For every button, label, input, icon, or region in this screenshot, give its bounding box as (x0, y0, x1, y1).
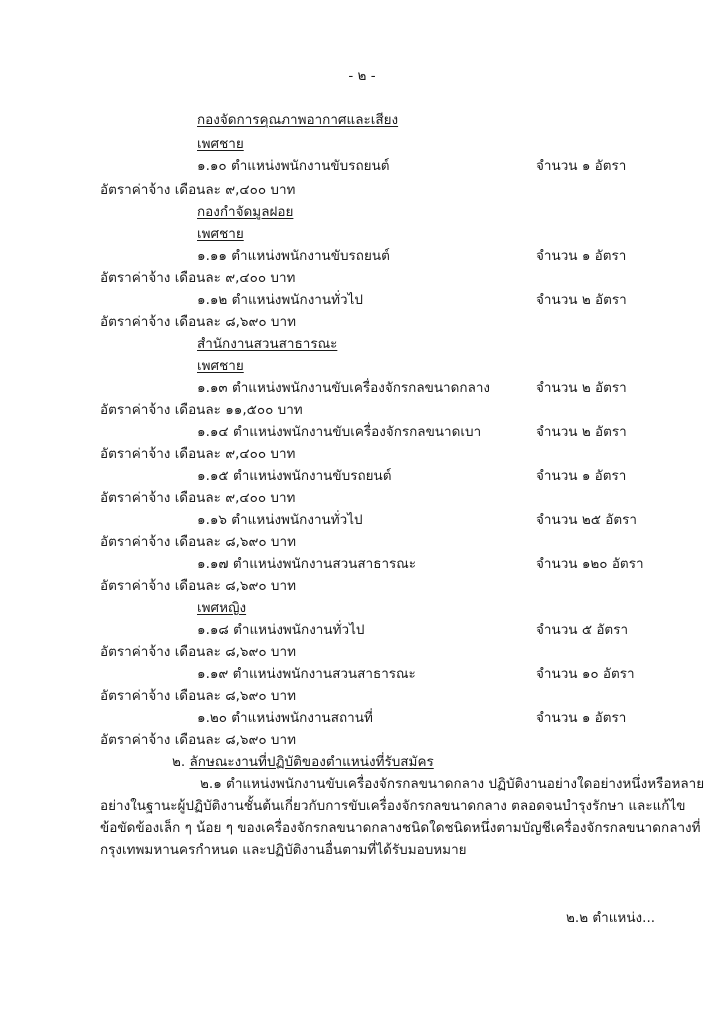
gender-heading: เพศชาย (197, 358, 244, 374)
position-title: ๑.๑๑ ตำแหน่งพนักงานขับรถยนต์ (197, 248, 390, 264)
position-title: ๑.๑๒ ตำแหน่งพนักงานทั่วไป (197, 292, 363, 308)
position-wage: อัตราค่าจ้าง เดือนละ ๘,๖๙๐ บาท (100, 732, 296, 748)
paragraph-line: อย่างในฐานะผู้ปฏิบัติงานชั้นต้นเกี่ยวกับการขับเครื่องจักรกลขนาดกลาง ตลอดจนบำรุงรักษา และแก้ไข (100, 798, 686, 814)
position-wage: อัตราค่าจ้าง เดือนละ ๘,๖๙๐ บาท (100, 644, 296, 660)
position-title: ๑.๑๐ ตำแหน่งพนักงานขับรถยนต์ (197, 158, 390, 174)
position-title: ๑.๑๓ ตำแหน่งพนักงานขับเครื่องจักรกลขนาดกลาง (197, 380, 491, 396)
position-wage: อัตราค่าจ้าง เดือนละ ๙,๔๐๐ บาท (100, 182, 296, 198)
position-title: ๑.๑๕ ตำแหน่งพนักงานขับรถยนต์ (197, 468, 392, 484)
position-title: ๑.๑๖ ตำแหน่งพนักงานทั่วไป (197, 512, 363, 528)
paragraph-line: กรุงเทพมหานครกำหนด และปฏิบัติงานอื่นตามที่ได้รับมอบหมาย (100, 842, 467, 858)
position-wage: อัตราค่าจ้าง เดือนละ ๘,๖๙๐ บาท (100, 688, 296, 704)
position-count: จำนวน ๑ อัตรา (536, 710, 627, 726)
position-wage: อัตราค่าจ้าง เดือนละ ๘,๖๙๐ บาท (100, 578, 296, 594)
paragraph-line: ๒.๑ ตำแหน่งพนักงานขับเครื่องจักรกลขนาดกลาง ปฏิบัติงานอย่างใดอย่างหนึ่งหรือหลาย (200, 776, 705, 792)
position-title: ๑.๑๗ ตำแหน่งพนักงานสวนสาธารณะ (197, 556, 417, 572)
position-count: จำนวน ๕ อัตรา (536, 622, 629, 638)
continuation-note: ๒.๒ ตำแหน่ง... (566, 910, 656, 926)
position-count: จำนวน ๑ อัตรา (536, 248, 627, 264)
page-number: - ๒ - (348, 68, 376, 84)
gender-heading: เพศหญิง (197, 600, 247, 616)
position-count: จำนวน ๑ อัตรา (536, 158, 627, 174)
position-title: ๑.๑๙ ตำแหน่งพนักงานสวนสาธารณะ (197, 666, 416, 682)
position-title: ๑.๒๐ ตำแหน่งพนักงานสถานที่ (197, 710, 373, 726)
section-heading: กองกำจัดมูลฝอย (197, 204, 294, 220)
position-count: จำนวน ๒ อัตรา (536, 424, 627, 440)
position-wage: อัตราค่าจ้าง เดือนละ ๙,๔๐๐ บาท (100, 270, 296, 286)
paragraph-line: ข้อขัดข้องเล็ก ๆ น้อย ๆ ของเครื่องจักรกลขนาดกลางชนิดใดชนิดหนึ่งตามบัญชีเครื่องจักรกลขนาดกลางที่ (100, 820, 701, 836)
section-heading: กองจัดการคุณภาพอากาศและเสียง (197, 112, 399, 128)
gender-heading: เพศชาย (197, 136, 244, 152)
position-wage: อัตราค่าจ้าง เดือนละ ๙,๔๐๐ บาท (100, 490, 296, 506)
section2-number: ๒. (172, 754, 186, 770)
position-count: จำนวน ๒ อัตรา (536, 292, 627, 308)
position-title: ๑.๑๔ ตำแหน่งพนักงานขับเครื่องจักรกลขนาดเบา (197, 424, 482, 440)
gender-heading: เพศชาย (197, 226, 244, 242)
position-count: จำนวน ๑ อัตรา (536, 468, 627, 484)
section-heading: สำนักงานสวนสาธารณะ (197, 336, 338, 352)
position-wage: อัตราค่าจ้าง เดือนละ ๘,๖๙๐ บาท (100, 314, 296, 330)
position-wage: อัตราค่าจ้าง เดือนละ ๙,๔๐๐ บาท (100, 446, 296, 462)
position-count: จำนวน ๑๒๐ อัตรา (536, 556, 644, 572)
section2-heading (172, 754, 434, 770)
section2-title: ลักษณะงานที่ปฏิบัติของตำแหน่งที่รับสมัคร (189, 754, 434, 770)
position-count: จำนวน ๒ อัตรา (536, 380, 627, 396)
position-count: จำนวน ๑๐ อัตรา (536, 666, 635, 682)
position-title: ๑.๑๘ ตำแหน่งพนักงานทั่วไป (197, 622, 365, 638)
position-wage: อัตราค่าจ้าง เดือนละ ๑๑,๕๐๐ บาท (100, 402, 303, 418)
position-wage: อัตราค่าจ้าง เดือนละ ๘,๖๙๐ บาท (100, 534, 296, 550)
position-count: จำนวน ๒๕ อัตรา (536, 512, 637, 528)
